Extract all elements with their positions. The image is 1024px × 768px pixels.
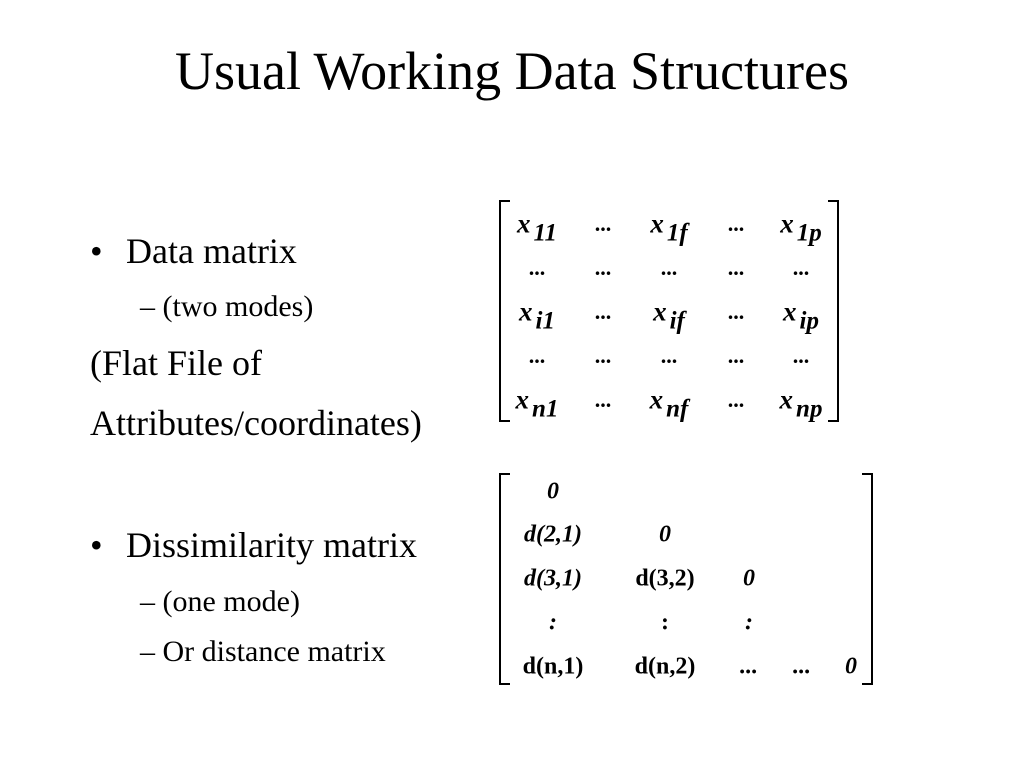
matrix-entry [516, 208, 558, 247]
matrix-entry [649, 384, 689, 423]
entry-base: x [779, 384, 794, 415]
entry-subscript: 11 [533, 219, 558, 247]
matrix-entry: ... [740, 653, 758, 680]
matrix-ellipsis: ... [594, 343, 612, 368]
matrix-ellipsis: ... [594, 211, 612, 236]
matrix-ellipsis: ... [660, 255, 678, 280]
left-bracket [499, 473, 510, 685]
matrix-ellipsis: ... [792, 343, 810, 368]
matrix-entry: d(3,2) [635, 565, 695, 592]
matrix-ellipsis: ... [594, 255, 612, 280]
matrix-entry: d(3,1) [524, 565, 582, 592]
dissimilarity-matrix [499, 473, 873, 685]
matrix-entry [515, 384, 559, 423]
entry-subscript: ip [799, 307, 819, 335]
entry-base: x [516, 208, 531, 239]
entry-subscript: if [669, 307, 685, 335]
matrix-entry: : [745, 609, 753, 636]
matrix-entry [519, 296, 555, 335]
matrix-ellipsis: ... [727, 211, 745, 236]
matrix-entry [650, 208, 688, 247]
entry-base: x [653, 296, 667, 327]
matrix-entry: 0 [659, 521, 671, 548]
sub-prefix: – [140, 290, 155, 323]
entry-subscript: nf [666, 395, 689, 423]
slide-title: Usual Working Data Structures [174, 41, 850, 101]
subbullet-two-modes [140, 290, 313, 323]
matrix-ellipsis: ... [727, 387, 745, 412]
entry-base: x [519, 296, 533, 327]
entry-base: x [783, 296, 797, 327]
matrix-entry [653, 296, 685, 335]
entry-subscript: 1f [666, 219, 688, 247]
matrix-ellipsis: ... [594, 299, 612, 324]
matrix-entry: : [549, 609, 557, 636]
bullet-label: Data matrix [126, 231, 297, 271]
matrix-ellipsis: ... [528, 255, 546, 280]
entry-subscript: n1 [532, 395, 559, 423]
entry-subscript: 1p [796, 219, 822, 247]
entry-base: x [780, 208, 794, 239]
sub-prefix: – [140, 635, 155, 668]
matrix-ellipsis: ... [727, 343, 745, 368]
bullet-dot: • [90, 525, 103, 565]
bullet-label: Dissimilarity matrix [126, 525, 417, 565]
matrix-entry: ... [793, 653, 811, 680]
matrix-ellipsis: ... [594, 387, 612, 412]
matrix-ellipsis: ... [727, 255, 745, 280]
flat-file-line-1: (Flat File of [90, 343, 262, 383]
matrix-ellipsis: ... [727, 299, 745, 324]
subbullet-label: Or distance matrix [162, 635, 386, 668]
matrix-entry [783, 296, 819, 335]
bullet-dissimilarity-matrix [90, 526, 417, 566]
subbullet-one-mode [140, 585, 300, 618]
matrix-entry: 0 [743, 565, 755, 592]
matrix-entry: d(n,2) [634, 653, 696, 680]
entry-base: x [515, 384, 530, 415]
matrix-entry: d(2,1) [524, 521, 582, 548]
flat-file-line-2: Attributes/coordinates) [90, 403, 422, 443]
sub-prefix: – [140, 585, 155, 618]
subbullet-label: (two modes) [162, 290, 314, 323]
entry-base: x [650, 208, 664, 239]
right-bracket [828, 200, 839, 422]
matrix-ellipsis: ... [660, 343, 678, 368]
matrix-entry [779, 384, 823, 423]
data-matrix [499, 200, 839, 422]
matrix-entry: : [661, 609, 669, 636]
matrix-entry [780, 208, 822, 247]
entry-subscript: np [796, 395, 823, 423]
bullet-data-matrix [90, 232, 297, 272]
matrix-ellipsis: ... [792, 255, 810, 280]
matrix-entry: 0 [845, 653, 857, 680]
entry-subscript: i1 [535, 307, 555, 335]
matrix-ellipsis: ... [528, 343, 546, 368]
matrix-entry: 0 [547, 478, 559, 505]
bullet-dot: • [90, 231, 103, 271]
right-bracket [862, 473, 873, 685]
left-bracket [499, 200, 510, 422]
subbullet-label: (one mode) [162, 585, 300, 618]
subbullet-distance-matrix [140, 635, 386, 668]
entry-base: x [649, 384, 664, 415]
matrix-entry: d(n,1) [522, 653, 584, 680]
